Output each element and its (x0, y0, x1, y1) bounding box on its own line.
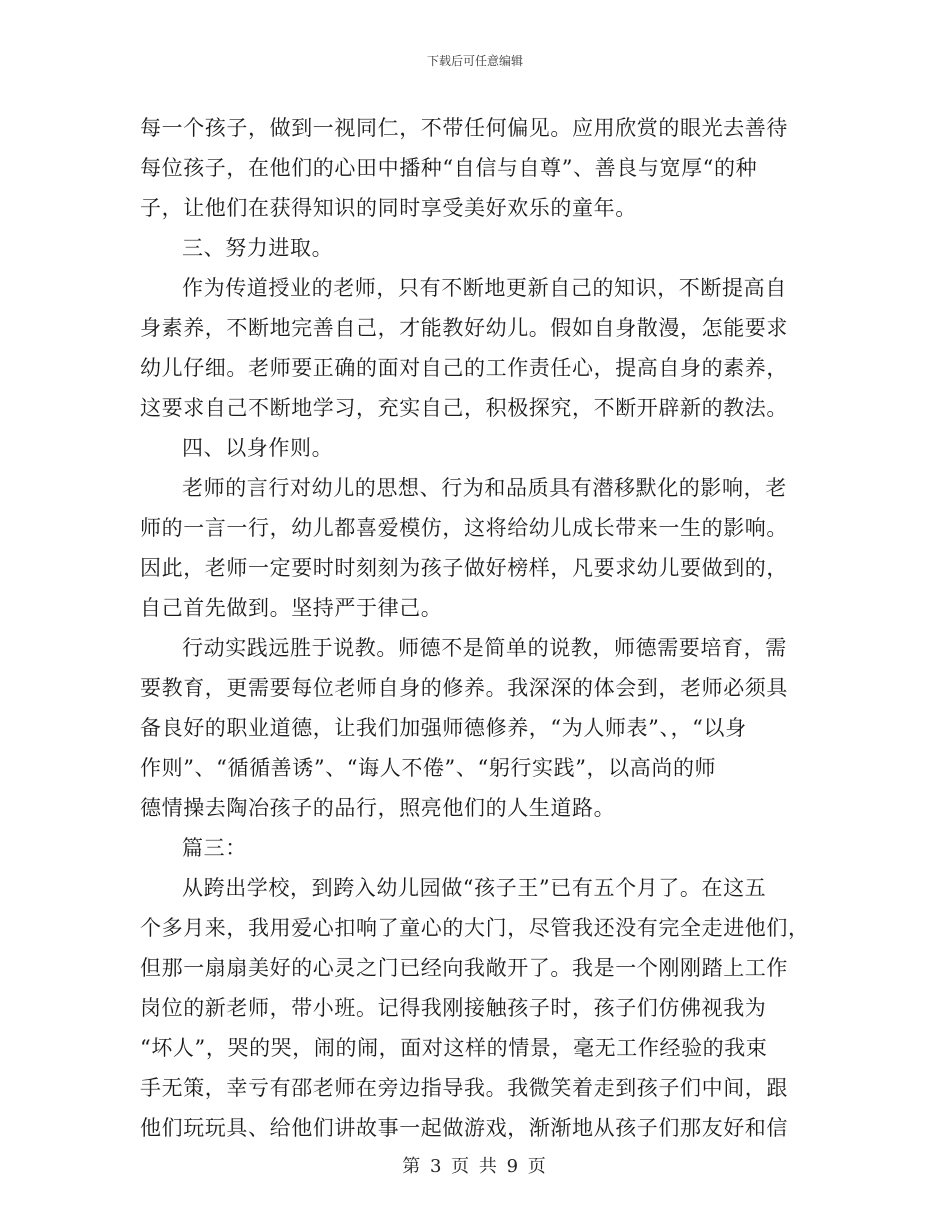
document-body (140, 108, 810, 1148)
text-line: 师的一言一行，幼儿都喜爱模仿，这将给幼儿成长带来一生的影响。 (140, 516, 788, 540)
page-header: 下载后可任意编辑 (426, 54, 523, 68)
text-line: 作则”、“循循善诱”、“诲人不倦”、“躬行实践”，以高尚的师 (140, 756, 717, 780)
text-line: 岗位的新老师，带小班。记得我刚接触孩子时，孩子们仿佛视我为 (140, 996, 767, 1020)
text-line: 每位孩子，在他们的心田中播种“自信与自尊”、善良与宽厚“的种 (140, 156, 758, 180)
text-line: 自己首先做到。坚持严于律己。 (140, 596, 443, 620)
section-heading: 三、努力进取。 (182, 236, 334, 260)
text-line: 但那一扇扇美好的心灵之门已经向我敞开了。我是一个刚刚踏上工作 (140, 956, 788, 980)
text-line: 作为传道授业的老师，只有不断地更新自己的知识，不断提高自 (182, 276, 787, 300)
text-line: 他们玩玩具、给他们讲故事一起做游戏，渐渐地从孩子们那友好和信 (140, 1116, 788, 1140)
text-line: 老师的言行对幼儿的思想、行为和品质具有潜移默化的影响，老 (182, 476, 787, 500)
text-line: 子，让他们在获得知识的同时享受美好欢乐的童年。 (140, 196, 637, 220)
text-line: 幼儿仔细。老师要正确的面对自己的工作责任心，提高自身的素养， (140, 356, 788, 380)
section-heading: 四、以身作则。 (182, 436, 334, 460)
text-line: 身素养，不断地完善自己，才能教好幼儿。假如自身散漫，怎能要求 (140, 316, 788, 340)
text-line: “坏人”，哭的哭，闹的闹，面对这样的情景，毫无工作经验的我束 (140, 1036, 768, 1060)
text-line: 德情操去陶冶孩子的品行，照亮他们的人生道路。 (140, 796, 616, 820)
text-line: 从跨出学校，到跨入幼儿园做“孩子王”已有五个月了。在这五 (182, 876, 767, 900)
text-line: 要教育，更需要每位老师自身的修养。我深深的体会到，老师必须具 (140, 676, 788, 700)
text-line: 行动实践远胜于说教。师德不是简单的说教，师德需要培育，需 (182, 636, 787, 660)
page-number: 第 3 页 共 9 页 (402, 1156, 548, 1177)
text-line: 个多月来，我用爱心扣响了童心的大门，尽管我还没有完全走进他们， (140, 916, 810, 940)
text-line: 每一个孩子，做到一视同仁，不带任何偏见。应用欣赏的眼光去善待 (140, 116, 788, 140)
text-line: 因此，老师一定要时时刻刻为孩子做好榜样，凡要求幼儿要做到的， (140, 556, 788, 580)
text-line: 这要求自己不断地学习，充实自己，积极探究，不断开辟新的教法。 (140, 396, 788, 420)
text-line: 手无策，幸亏有邵老师在旁边指导我。我微笑着走到孩子们中间，跟 (140, 1076, 788, 1100)
section-heading: 篇三： (182, 836, 247, 860)
text-line: 备良好的职业道德，让我们加强师德修养，“为人师表”、，“以身 (140, 716, 747, 740)
